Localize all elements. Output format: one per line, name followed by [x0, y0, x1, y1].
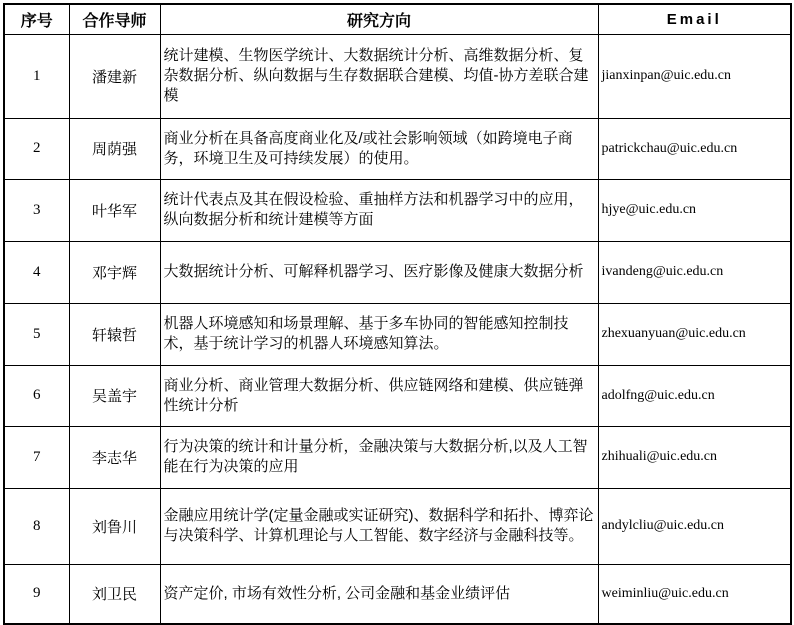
cell-index: 7 — [4, 426, 69, 488]
cell-index: 8 — [4, 488, 69, 564]
cell-research-direction: 统计代表点及其在假设检验、重抽样方法和机器学习中的应用，纵向数据分析和统计建模等方面 — [160, 179, 598, 241]
cell-index: 9 — [4, 564, 69, 624]
column-header-email: Email — [598, 4, 791, 34]
cell-index: 4 — [4, 241, 69, 303]
cell-mentor-name: 刘鲁川 — [69, 488, 160, 564]
cell-mentor-name: 邓宇辉 — [69, 241, 160, 303]
cell-email: patrickchau@uic.edu.cn — [598, 118, 791, 179]
cell-research-direction: 行为决策的统计和计量分析，金融决策与大数据分析,以及人工智能在行为决策的应用 — [160, 426, 598, 488]
cell-research-direction: 商业分析、商业管理大数据分析、供应链网络和建模、供应链弹性统计分析 — [160, 365, 598, 426]
cell-mentor-name: 轩辕哲 — [69, 303, 160, 365]
cell-research-direction: 统计建模、生物医学统计、大数据统计分析、高维数据分析、复杂数据分析、纵向数据与生存数据联合建模、均值-协方差联合建模 — [160, 34, 598, 118]
cell-research-direction: 商业分析在具备高度商业化及/或社会影响领域（如跨境电子商务，环境卫生及可持续发展）的使用。 — [160, 118, 598, 179]
table-row — [4, 365, 791, 426]
cell-research-direction: 机器人环境感知和场景理解、基于多车协同的智能感知控制技术，基于统计学习的机器人环境感知算法。 — [160, 303, 598, 365]
table-row — [4, 488, 791, 564]
table-row — [4, 34, 791, 118]
table-row — [4, 241, 791, 303]
table-row — [4, 303, 791, 365]
cell-index: 5 — [4, 303, 69, 365]
cell-research-direction: 金融应用统计学(定量金融或实证研究)、数据科学和拓扑、博弈论与决策科学、计算机理论与人工智能、数字经济与金融科技等。 — [160, 488, 598, 564]
cell-index: 3 — [4, 179, 69, 241]
cell-email: andylcliu@uic.edu.cn — [598, 488, 791, 564]
cell-mentor-name: 叶华军 — [69, 179, 160, 241]
table-body — [4, 34, 791, 624]
cell-index: 2 — [4, 118, 69, 179]
cell-email: adolfng@uic.edu.cn — [598, 365, 791, 426]
cell-email: zhihuali@uic.edu.cn — [598, 426, 791, 488]
cell-email: zhexuanyuan@uic.edu.cn — [598, 303, 791, 365]
cell-mentor-name: 吴盖宇 — [69, 365, 160, 426]
cell-index: 1 — [4, 34, 69, 118]
cell-mentor-name: 周荫强 — [69, 118, 160, 179]
cell-research-direction: 大数据统计分析、可解释机器学习、医疗影像及健康大数据分析 — [160, 241, 598, 303]
cell-email: ivandeng@uic.edu.cn — [598, 241, 791, 303]
table-row — [4, 179, 791, 241]
column-header-research: 研究方向 — [160, 4, 598, 34]
column-header-mentor: 合作导师 — [69, 4, 160, 34]
column-header-index: 序号 — [4, 4, 69, 34]
table-row — [4, 564, 791, 624]
cell-mentor-name: 潘建新 — [69, 34, 160, 118]
table-row — [4, 426, 791, 488]
cell-mentor-name: 刘卫民 — [69, 564, 160, 624]
cell-research-direction: 资产定价, 市场有效性分析, 公司金融和基金业绩评估 — [160, 564, 598, 624]
cell-email: weiminliu@uic.edu.cn — [598, 564, 791, 624]
mentor-table — [3, 3, 792, 625]
header-row — [4, 4, 791, 34]
cell-email: jianxinpan@uic.edu.cn — [598, 34, 791, 118]
cell-index: 6 — [4, 365, 69, 426]
cell-mentor-name: 李志华 — [69, 426, 160, 488]
table-row — [4, 118, 791, 179]
cell-email: hjye@uic.edu.cn — [598, 179, 791, 241]
